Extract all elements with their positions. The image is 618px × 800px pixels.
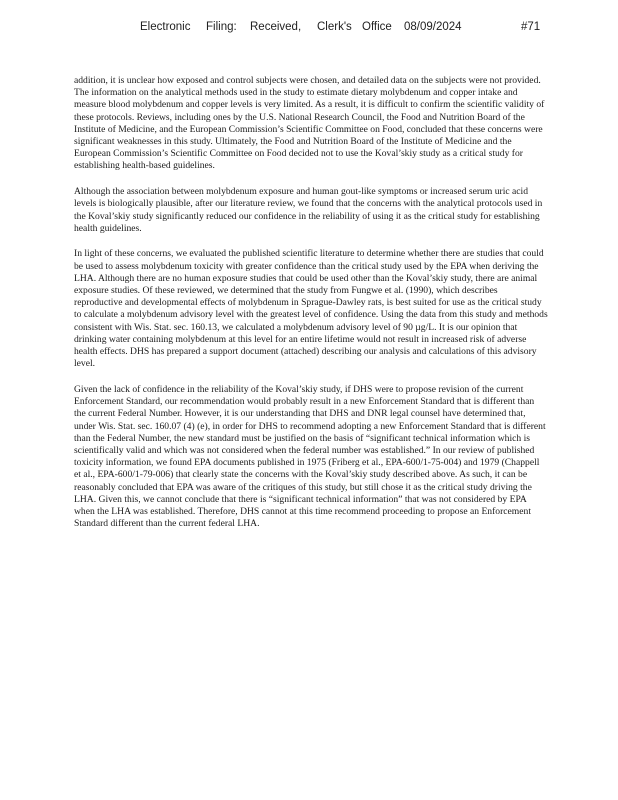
paragraph-enforcement-standard: Given the lack of confidence in the reliability of the Koval’skiy study, if DHS were to propose revision of the current Enforcement Standard, our recommendation would probably result in a new Enforcement Standard that is different than the current Federal Number. However, it is our understanding that DHS and DNR legal counsel have determined that, under Wis. Stat. sec. 160.07 (4) (e), in order for DHS to recommend adopting a new Enforcement Standard that is different than the Federal Number, the new standard must be justified on the basis of “significant technical information which is scientifically valid and which was not considered when the federal number was established.” In our review of published toxicity information, we found EPA documents published in 1975 (Friberg et al., EPA-600/1-75-004) and 1979 (Chappell et al., EPA-600/1-79-006) that clearly state the concerns with the Koval’skiy study described above. As such, it can be reasonably concluded that EPA was aware of the critiques of this study, but still chose it as the critical study driving the LHA. Given this, we cannot conclude that there is “significant technical information” that was not considered by EPA when the LHA was established. Therefore, DHS cannot at this time recommend proceeding to propose an Enforcement Standard different than the current federal LHA. [74,383,546,530]
header-electronic: Electronic [140,21,191,33]
paragraph-gout-association: Although the association between molybdenum exposure and human gout-like symptoms or increased serum uric acid levels is biologically plausible, after our literature review, we found that the concerns with the analytical protocols used in the Koval’skiy study significantly reduced our confidence in the reliability of using it as the critical study for establishing health guidelines. [74,186,543,234]
paragraph-alternative-study: In light of these concerns, we evaluated the published scientific literature to determine whether there are studies that could be used to assess molybdenum toxicity with greater confidence than the critical study used by the EPA when deriving the LHA. Although there are no human exposure studies that could be used other than the Koval’skiy study, there are animal exposure studies. Of these reviewed, we determined that the study from Fungwe et al. (1990), which describes reproductive and developmental effects of molybdenum in Sprague-Dawley rats, is best suited for use as the critical study to calculate a molybdenum advisory level with the greatest level of confidence. Using the data from this study and methods consistent with Wis. Stat. sec. 160.13, we calculated a molybdenum advisory level of 90 µg/L. It is our opinion that drinking water containing molybdenum at this level for an entire lifetime would not result in increased risk of adverse health effects. DHS has prepared a support document (attached) describing our analysis and calculations of this advisory level. [74,248,548,370]
header-received: Received, [250,21,302,33]
filing-header [0,21,618,37]
header-document-number: #71 [521,21,541,33]
header-filing: Filing: [206,21,237,33]
header-filing-date: 08/09/2024 [404,21,462,33]
header-clerks: Clerk's [317,21,352,33]
paragraph-study-limitations: addition, it is unclear how exposed and control subjects were chosen, and detailed data on the subjects were not provided. The information on the analytical methods used in the study to estimate dietary molybdenum and copper intake and measure blood molybdenum and copper levels is very limited. As a result, it is difficult to confirm the scientific validity of these protocols. Reviews, including ones by the U.S. National Research Council, the Food and Nutrition Board of the Institute of Medicine, and the European Commission’s Scientific Committee on Food, concluded that these concerns were significant weaknesses in this study. Ultimately, the Food and Nutrition Board of the Institute of Medicine and the European Commission’s Scientific Committee on Food decided not to use the Koval’skiy study as a critical study for establishing health-based guidelines. [74,75,545,172]
header-office: Office [362,21,392,33]
document-body [74,75,548,544]
